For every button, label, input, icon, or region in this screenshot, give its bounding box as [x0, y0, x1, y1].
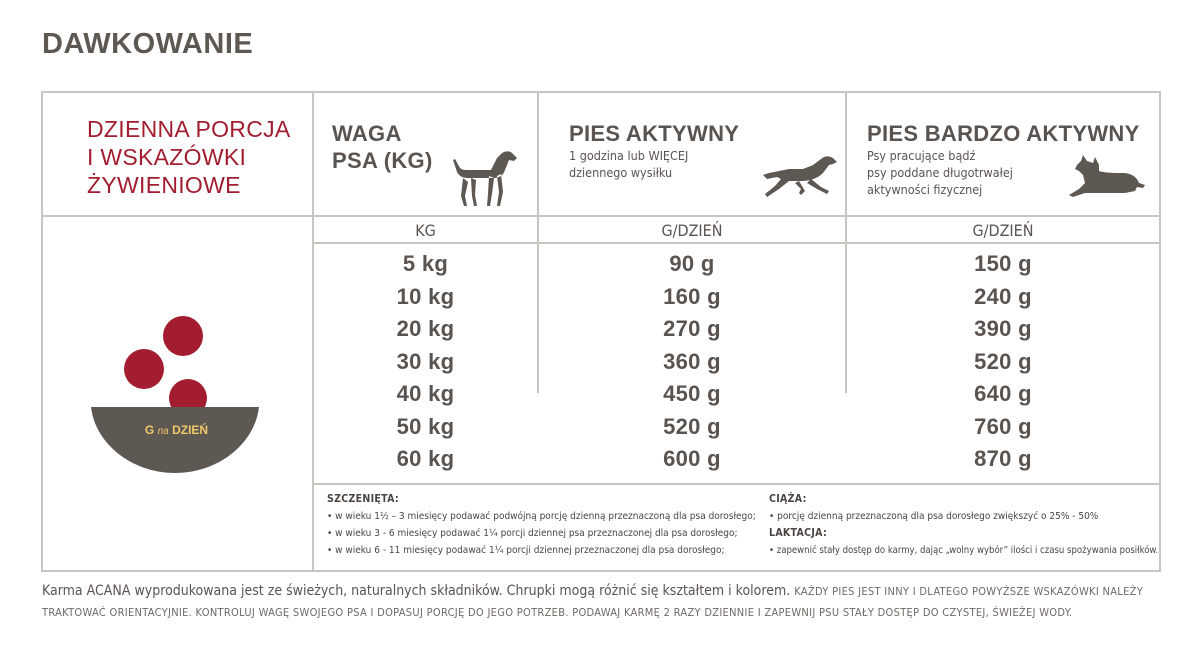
active-header-subtitle [569, 147, 688, 181]
weight-values [314, 248, 537, 476]
very-active-value: 390 g [974, 316, 1032, 341]
kibble-circle-left [124, 349, 164, 389]
pregnancy-lactation-notes [769, 491, 1159, 559]
puppies-note-item: • w wieku 6 - 11 miesięcy podawać 1¼ porcji dziennej przeznaczonej dla psa dorosłego; [327, 545, 725, 556]
very-active-value: 870 g [974, 446, 1032, 471]
dog-standing-icon [441, 148, 521, 210]
very-active-header-title: PIES BARDZO AKTYWNY [867, 121, 1140, 146]
daily-portion-title-line: I WSKAZÓWKI [87, 144, 247, 170]
footer-disclaimer [42, 581, 1162, 623]
very-active-subtitle-line1: Psy pracujące bądź [867, 148, 976, 163]
puppies-note-item: • w wieku 3 - 6 miesięcy podawać 1¼ porcji dziennej psa przeznaczonej dla psa dorosłego; [327, 528, 738, 539]
active-value: 270 g [663, 316, 721, 341]
weight-value: 10 kg [396, 283, 455, 309]
very-active-subtitle-line2: psy poddane długotrwałej [867, 165, 1013, 180]
weight-header-line2: PSA (KG) [332, 148, 433, 173]
daily-portion-title [87, 115, 317, 199]
bowl-label [139, 423, 214, 437]
bowl-label-g: G [144, 423, 155, 437]
active-header-title: PIES AKTYWNY [569, 121, 740, 146]
very-active-unit-heading: G/DZIEŃ [972, 221, 1034, 240]
active-subtitle-line2: dziennego wysiłku [569, 165, 673, 180]
kibble-circle-top [163, 316, 203, 356]
bowl-label-dzien: DZIEŃ [172, 423, 209, 437]
pregnancy-note-item: • porcję dzienną przeznaczoną dla psa dorosłego zwiększyć o 25% - 50% [769, 511, 1099, 522]
active-subtitle-line1: 1 godzina lub WIĘCEJ [569, 148, 689, 163]
very-active-header-subtitle [867, 147, 1013, 198]
puppies-notes [327, 491, 767, 559]
active-value: 90 g [669, 251, 715, 276]
active-value: 520 g [663, 413, 721, 439]
footer-main-text: Karma ACANA wyprodukowana jest ze świeżych, naturalnych składników. Chrupki mogą różnić się kształtem i kolorem. [42, 583, 791, 599]
active-value: 360 g [663, 348, 721, 374]
active-value: 600 g [663, 446, 721, 471]
dog-lying-icon [1065, 153, 1147, 199]
puppies-note-item: • w wieku 1½ – 3 miesięcy podawać podwójną porcję dzienną przeznaczoną dla psa dorosłego; [327, 511, 756, 522]
active-values [539, 248, 845, 476]
very-active-value: 240 g [974, 283, 1032, 309]
weight-value: 20 kg [396, 316, 455, 341]
weight-unit-heading: KG [415, 221, 436, 240]
dog-running-icon [759, 153, 839, 201]
very-active-value: 150 g [974, 251, 1032, 276]
lactation-heading: LAKTACJA: [769, 527, 828, 539]
very-active-value: 760 g [974, 413, 1032, 439]
active-value: 160 g [663, 283, 721, 309]
weight-header-line1: WAGA [332, 121, 402, 146]
active-value: 450 g [663, 381, 721, 406]
very-active-values [847, 248, 1159, 476]
very-active-subtitle-line3: aktywności fizycznej [867, 182, 983, 197]
daily-portion-title-line: ŻYWIENIOWE [87, 172, 241, 198]
weight-value: 40 kg [396, 381, 455, 406]
divider-unit-row [312, 242, 1159, 244]
very-active-value: 520 g [974, 348, 1032, 374]
lactation-note-item: • zapewnić stały dostęp do karmy, dając „wolny wybór” ilości i czasu spożywania posiłków. [769, 545, 1159, 556]
feeding-table [41, 91, 1161, 572]
weight-value: 5 kg [402, 251, 449, 276]
bowl-icon [89, 313, 259, 473]
daily-portion-title-line: DZIENNA PORCJA [87, 116, 291, 142]
page-title: DAWKOWANIE [42, 28, 254, 60]
active-unit-heading: G/DZIEŃ [661, 221, 723, 240]
weight-value: 60 kg [396, 446, 455, 471]
bowl-shape [91, 407, 259, 473]
divider-header [43, 215, 1159, 217]
weight-header-title [332, 120, 433, 174]
puppies-heading: SZCZENIĘTA: [327, 493, 399, 505]
bowl-label-na: na [157, 426, 169, 437]
weight-value: 30 kg [396, 348, 455, 374]
pregnancy-heading: CIĄŻA: [769, 493, 807, 505]
divider-notes [312, 483, 1159, 485]
very-active-value: 640 g [974, 381, 1032, 406]
bowl-illustration [89, 313, 259, 473]
weight-value: 50 kg [396, 413, 455, 439]
footer-small-text: KAŻDY PIES JEST INNY I DLATEGO POWYŻSZE WSKAZÓWKI NALEŻY TRAKTOWAĆ ORIENTACYJNIE. KONTROLUJ WAGĘ SWOJEGO PSA I DOPASUJ PORCJĘ DO JEGO POTRZEB. PODAWAJ KARMĘ 2 RAZY DZIENNIE I ZAPEWNIJ PSU STAŁY DOSTĘP DO CZYSTEJ, ŚWIEŻEJ WODY. [42, 585, 1144, 619]
